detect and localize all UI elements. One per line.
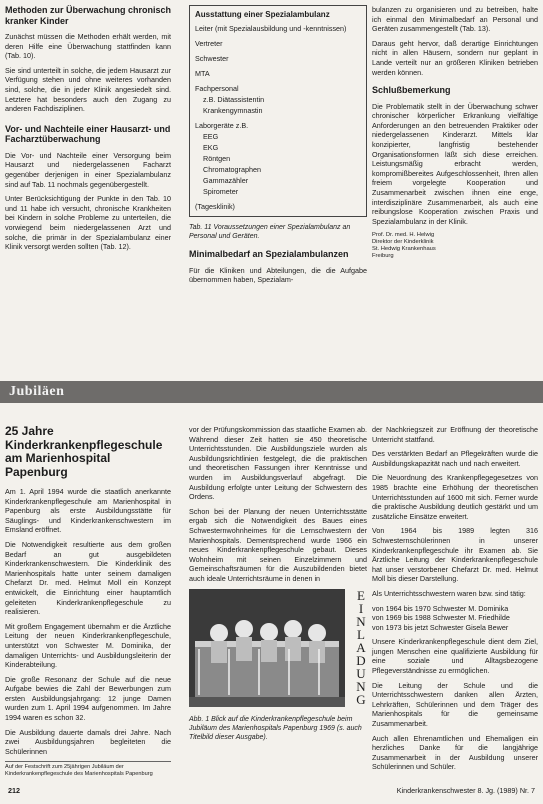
paragraph: Auch allen Ehrenamtlichen und Ehemaligen ein herzliches Danke für die langjährige Zusammenarbeit in der Ausbildung unserer Schülerinnen und Schüler. <box>372 733 538 772</box>
paragraph: vor der Prüfungskommission das staatliche Examen ab. Während dieser Zeit hatten sie 450 theoretische Unterrichtsstunden. Die Ausbildungsziele wurden als Ausbildungsrichtlinien festgelegt, die die praktischen und theoretischen Fassungen ihrer Kenntnisse und wurden im Ausbildungsverlauf abgefragt. Die Ausbildung erfolgte unter Leitung der Schwestern des Ordens. <box>189 425 367 502</box>
address-line: Freiburg <box>372 253 394 260</box>
letter: N <box>356 678 366 694</box>
photo-illustration <box>189 589 345 707</box>
paragraph: Schon bei der Planung der neuen Unterrichtsstätte ergab sich die Notwendigkeit des Baues eines Schwesternwohnheimes für die Lernschwestern der Marienhospitals. Dementsprechend wurde 1966 ein neues Kinderkrankenpflegeschule gebaut. Dieses Wohnheim mit seinen Einzelzimmern und Gemeinschaftsräumen für die Auszubildenden bietet auch ideale Unterrichtsräume in denen in <box>189 506 367 583</box>
letter: I <box>358 600 364 616</box>
letter: G <box>356 691 366 707</box>
teacher-item: von 1964 bis 1970 Schwester M. Dominika <box>372 603 509 613</box>
paragraph: Für die Kliniken und Abteilungen, die die Aufgabe übernommen haben, Spezialam- <box>189 265 367 285</box>
box-item: Krankengymnastin <box>203 106 263 115</box>
box-item: EKG <box>203 143 219 152</box>
paragraph: Am 1. April 1994 wurde die staatlich anerkannte Kinderkrankenpflegeschule am Marienhospital in Papenburg als erste Ausbildungsstätte für Säuglings- und Kinderkrankenschwestern im Emsland eröffnet. <box>5 487 171 535</box>
box-item: Gammazähler <box>203 176 249 185</box>
teacher-list <box>372 604 538 633</box>
box-item: Chromatographen <box>203 165 261 174</box>
figure-caption: Abb. 1 Blick auf die Kinderkrankenpflegeschule beim Jubiläum des Marienhospitals Papenburg 1969 (s. auch Titelbild dieser Ausgabe). <box>189 715 362 741</box>
section-banner <box>0 381 543 403</box>
paragraph: Des verstärkten Bedarf an Pflegekräften wurde die Ausbildungskapazität nach und nach erweitert. <box>372 449 538 468</box>
box-item: EEG <box>203 132 219 141</box>
letter: D <box>356 652 366 668</box>
paragraph: Die Problematik stellt in der Überwachung schwer chronischer körperlicher Erkrankung vielfältige Anforderungen an den betreuenden Praktiker oder niedergelassenen Kinderarzt. Mittels klar konzipierter, langfristig bestehender Organisationsformen läßt sich diese erreichen. Leistungsmäßig erbracht werden, kompromißbereites Aufgeschlossenheit, Ihren allen freiem vorgelegte Kooperation und Zusammenarbeit zwischen ihnen eine enge, interdisziplinäre Zusammenarbeit, als auch eine reibungslose Kooperation zwischen Praxis und Spezialambulanz in der Klinik. <box>372 101 538 226</box>
einladung-vertical-text <box>353 589 369 706</box>
paragraph: Unter Berücksichtigung der Punkte in den Tab. 10 und 11 habe ich versucht, chronische Krankheiten bei Kindern in solche Probleme zu unterteilen, die vorwiegend beim niedergelassenen Arzt und solche, die primär in der Spezialambulanz einer Klinik versorgt werden sollten (Tab. 12). <box>5 194 171 252</box>
box-item: Laborgeräte z.B. <box>195 121 249 130</box>
heading-minimum-requirement: Minimalbedarf an Spezialambulanzen <box>189 249 349 259</box>
box-item: MTA <box>195 69 210 78</box>
page-number: 212 <box>8 786 20 795</box>
paragraph: Daraus geht hervor, daß derartige Einrichtungen nicht in allen Häusern, sondern nur geplant in Lande verteilt nur an größeren Kliniken betrieben werden können. <box>372 38 538 77</box>
box-item: z.B. Diätassistentin <box>203 95 265 104</box>
page-footer <box>0 784 543 798</box>
paragraph: Die Notwendigkeit resultierte aus dem großen Bedarf an gut ausgebildeten Kinderkrankenschwestern. Die Kinderklinik des Marienhospitals hatte unter seinem damaligen Chefarzt Dr. med. Helmut Moll ein Konzept entwickelt, die Einrichtung einer hauptamtlich geleiteten Kinderkrankenpflegeschule zu realisieren. <box>5 539 171 617</box>
paragraph: Die große Resonanz der Schule auf die neue Aufgabe bewies die Zahl der Bewerbungen zum ersten Ausbildungsjahrgang: 12 junge Damen wurden zum 1. April 1994 aufgenommen. Im Jahre 1994 waren es schon 32. <box>5 674 171 723</box>
address-line: Prof. Dr. med. H. Helwig <box>372 232 435 239</box>
article-title: 25 Jahre Kinderkrankenpflegeschule am Marienhospital Papenburg <box>5 424 163 479</box>
photo-area <box>189 589 367 709</box>
top-left-column <box>5 5 171 257</box>
paragraph: Die Leitung der Schule und die Unterrichtsschwestern danken allen Ärzten, Lehrkräften, Schülerinnen und dem Träger des Marienhospitals für die gemeinsame Zusammenarbeit. <box>372 680 538 729</box>
author-address <box>372 232 538 260</box>
bottom-left-column <box>5 425 171 778</box>
paragraph: der Nachkriegszeit zur Eröffnung der theoretische Unterricht stattfand. <box>372 425 538 444</box>
box-item: (Tagesklinik) <box>195 202 235 211</box>
paragraph: Die Neuordnung des Krankenpflegegesetzes von 1985 brachte eine Erhöhung der theoretischen Unterrichtsstunden auf 1600 mit sich. Ferner wurde die praktische Ausbildung deutlich gestärkt und um zusätzliche Einsätze erweitert. <box>372 473 538 521</box>
box-item: Röntgen <box>203 154 231 163</box>
heading-closing-remark: Schlußbemerkung <box>372 85 451 96</box>
equipment-box-title: Ausstattung einer Spezialambulanz <box>195 10 330 19</box>
letter: U <box>356 665 366 681</box>
bottom-right-column <box>372 425 538 777</box>
paragraph: Die Vor- und Nachteile einer Versorgung beim Hausarzt und niedergelassenen Facharzt gegenüber derjenigen in einer Spezialambulanz sind auf Tab. 11 nochmals gegenübergestellt. <box>5 150 171 189</box>
bottom-middle-column <box>189 425 367 750</box>
box-item: Fachpersonal <box>195 84 239 93</box>
paragraph: Sie sind unterteilt in solche, die jedem Hausarzt zur Verfügung stehen und ohne weiteres vorhanden sind, solche, die in jeder Klinik angesiedelt sind. Letztere hat besonders auch den Zugang zu anderen Fachdisziplinen. <box>5 65 171 114</box>
teacher-item: von 1969 bis 1988 Schwester M. Friedhilde <box>372 613 510 623</box>
paragraph: Unsere Kinderkrankenpflegeschule dient dem Ziel, jungen Menschen eine qualifizierte Ausbildung für eine soziale und Alltagsbezogene Pflegeverständnisse zu ermöglichen. <box>372 637 538 676</box>
letter: N <box>356 613 366 629</box>
section-title-jubilaeen: Jubiläen <box>9 384 65 399</box>
paragraph: bulanzen zu organisieren und zu betreiben, halte ich einmal den Minimalbedarf an Personal und Geräten zusammengestellt (Tab. 13). <box>372 5 538 34</box>
table-caption: Tab. 11 Voraussetzungen einer Spezialambulanz an Personal und Geräten. <box>189 224 351 240</box>
paragraph: Mit großem Engagement übernahm er die Ärztliche Leitung der neuen Kinderkrankenpflegeschule, unterstützt von Schwester M. Dominika, der damaligen Unterrichts- und Ausbildungsleiterin der Kinderabteilung. <box>5 621 171 670</box>
paragraph: Als Unterrichtsschwestern waren bzw. sind tätig: <box>372 588 526 598</box>
heading-pros-cons: Vor- und Nachteile einer Hausarzt- und Facharztüberwachung <box>5 123 171 145</box>
address-line: St. Hedwig Krankenhaus <box>372 246 436 253</box>
paragraph: Zunächst müssen die Methoden erhält werden, mit deren Hilfe eine Überwachung stattfinden kann (Tab. 10). <box>5 32 171 61</box>
letter: L <box>357 626 365 642</box>
box-item: Leiter (mit Spezialausbildung und -kenntnissen) <box>195 24 347 33</box>
box-item: Vertreter <box>195 39 223 48</box>
box-item: Spirometer <box>203 187 239 196</box>
top-middle-column <box>189 5 367 290</box>
letter: E <box>357 587 365 603</box>
box-item: Schwester <box>195 54 229 63</box>
teacher-item: von 1973 bis jetzt Schwester Gisela Bewer <box>372 622 509 632</box>
journal-reference: Kinderkrankenschwester 8. Jg. (1989) Nr. 7 <box>396 786 535 795</box>
paragraph: Die Ausbildung dauerte damals drei Jahre. Nach zwei Ausbildungsjahren begleiteten die Schülerinnen <box>5 727 171 756</box>
top-right-column <box>372 5 538 260</box>
footnote: Auf der Festschrift zum 25jährigen Jubiläum der Kinderkrankenpflegeschule des Marienhospitals Papenburg <box>5 761 171 778</box>
equipment-box <box>189 5 367 217</box>
nursery-photo <box>189 589 345 707</box>
heading-monitoring-methods: Methoden zur Überwachung chronisch kranker Kinder <box>5 5 172 26</box>
letter: A <box>356 639 366 655</box>
address-line: Direktor der Kinderklinik <box>372 239 434 246</box>
paragraph: Von 1964 bis 1989 legten 316 Schwesternschülerinnen in unserer Kinderkrankenpflegeschule ihr Examen ab. Sie Ärztliche Leitung der Kinderkrankenpflegeschule hat unser verstorbener Chefarzt Dr. med. Helmut Moll bis dieser Darstellung. <box>372 526 538 584</box>
